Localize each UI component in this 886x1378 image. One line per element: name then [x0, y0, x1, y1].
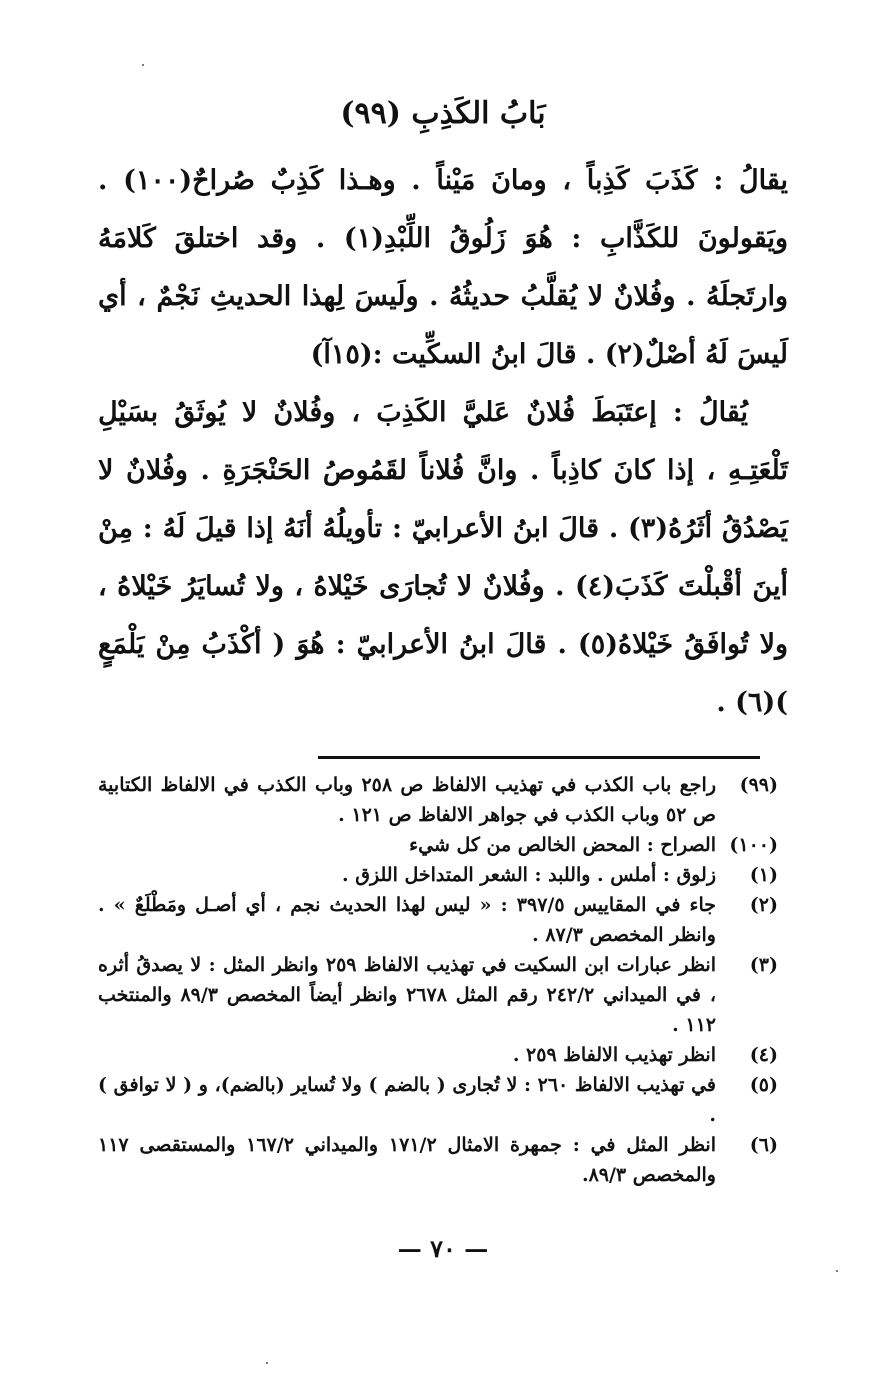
footnote-text: انظر المثل في : جمهرة الامثال ١٧١/٢ والميداني ١٦٧/٢ والمستقصى ١١٧ والمخصص ٨٩/٣. [98, 1134, 716, 1186]
footnote-number: (٣) [749, 954, 778, 976]
footnote-text: انظر تهذيب الالفاظ ٢٥٩ . [512, 1044, 716, 1066]
footnote [98, 770, 778, 830]
footnote [98, 860, 778, 890]
footnote-separator [318, 756, 760, 759]
footnote [98, 1040, 778, 1070]
footnote-text: زلوق : أملس . واللبد : الشعر المتداخل اللزق . [342, 864, 716, 886]
paragraph: يُقالُ : إعتَبَطَ فُلانٌ عَليَّ الكَذِبَ ، وفُلانٌ لا يُوثَقُ بسَيْلِ تَلْعَتِـهِ ، إذا كانَ كاذِباً . وانَّ فُلاناً لقَمُوصُ الحَنْجَرَةِ . وفُلانٌ لا يَصْدُقُ أثَرُهُ(٣) . قالَ ابنُ الأعرابيّ : تأويلُهُ أنَهُ إذا قيلَ لَهُ : مِنْ أينَ أقْبلْتَ كَذَبَ(٤) . وفُلانٌ لا تُجارَى خَيْلاهُ ، ولا تُسايَرُ خَيْلاهُ ، ولا تُوافَقُ خَيْلاهُ(٥) . قالَ ابنُ الأعرابيّ : هُوَ ( أكْذَبُ مِنْ يَلْمَعٍ )(٦) . [98, 397, 789, 718]
scan-speck [142, 64, 144, 66]
footnote-number: (١) [749, 864, 778, 886]
footnote [98, 950, 778, 1040]
footnote-number: (٥) [749, 1074, 778, 1096]
footnote-text: انظر عبارات ابن السكيت في تهذيب الالفاظ ٢٥٩ وانظر المثل : لا يصدقُ أثره ، في الميداني ٢٤٢/٢ رقم المثل ٢٦٧٨ وانظر أيضاً المخصص ٨٩/٣ والمنتخب ١١٢ . [98, 954, 716, 1036]
footnote-text: الصراح : المحض الخالص من كل شيء [409, 834, 716, 856]
footnote-number: (٦) [749, 1134, 778, 1156]
main-text [98, 152, 788, 732]
footnote-number: (١٠٠) [729, 834, 778, 856]
paragraph: يقالُ : كَذَبَ كَذِباً ، ومانَ مَيْناً . وهـذا كَذِبٌ صُراحٌ(١٠٠) . ويَقولونَ للكَذَّابِ : هُوَ زَلُوقُ اللِّبْدِ(١) . وقد اختلقَ كَلامَهُ وارتَجلَهُ . وفُلانٌ لا يُقلَّبُ حديثُهُ . ولَيسَ لِهذا الحديثِ نَجْمٌ ، أي لَيسَ لَهُ أصْلٌ(٢) . قالَ ابنُ السكِّيت :(١٥آ) [98, 165, 789, 370]
page-number: — ٧٠ — [397, 1234, 489, 1263]
footnote-number: (٢) [749, 894, 778, 916]
footnote-number: (٤) [749, 1044, 778, 1066]
scan-speck [266, 1362, 268, 1364]
footnote-text: في تهذيب الالفاظ ٢٦٠ : لا تُجارى ( بالضم ) ولا تُساير (بالضم)، و ( لا توافق ) . [98, 1074, 716, 1126]
footnote [98, 830, 778, 860]
chapter-title: بَابُ الكَذِبِ (٩٩) [340, 96, 546, 131]
footnote [98, 890, 778, 950]
footnote-number: (٩٩) [739, 774, 778, 796]
footnote [98, 1070, 778, 1130]
footnote [98, 1130, 778, 1190]
footnote-text: راجع باب الكذب في تهذيب الالفاظ ص ٢٥٨ وباب الكذب في الالفاظ الكتابية ص ٥٢ وباب الكذب في جواهر الالفاظ ص ١٢١ . [98, 774, 716, 826]
footnotes [98, 770, 778, 1190]
scan-speck [836, 1270, 838, 1272]
footnote-text: جاء في المقاييس ٣٩٧/٥ : « ليس لهذا الحديث نجم ، أي أصـل ومَطْلَعٌ » . وانظر المخصص ٨٧/٣ . [98, 894, 716, 946]
